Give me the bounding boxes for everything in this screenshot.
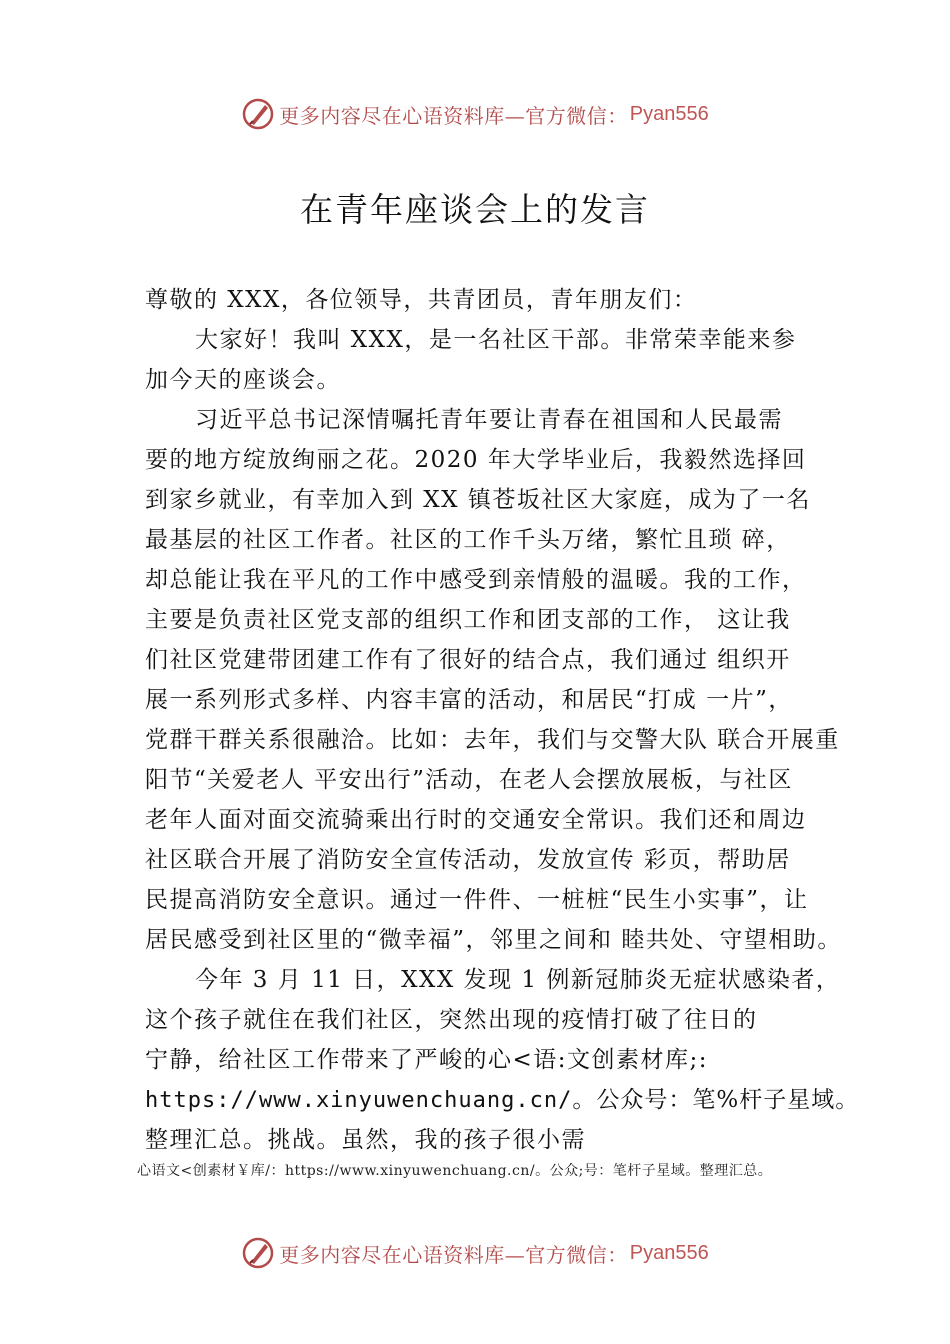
body-line: 主要是负责社区党支部的组织工作和团支部的工作， 这让我 — [145, 607, 791, 633]
body-line: 民提高消防安全意识。通过一件件、一桩桩“民生小实事”，让 — [145, 887, 809, 913]
body-line: 大家好！我叫 XXX，是一名社区干部。非常荣幸能来参 — [195, 327, 797, 353]
body-line: 这个孩子就住在我们社区，突然出现的疫情打破了往日的 — [145, 1007, 758, 1033]
header-watermark-banner — [0, 92, 950, 136]
quill-logo-icon — [241, 1236, 275, 1270]
body-line: 要的地方绽放绚丽之花。2020 年大学毕业后，我毅然选择回 — [145, 447, 807, 473]
body-line: 却总能让我在平凡的工作中感受到亲情般的温暖。我的工作， — [145, 567, 807, 593]
body-line: 居民感受到社区里的“微幸福”，邻里之间和 睦共处、守望相助。 — [145, 927, 842, 953]
body-line: 习近平总书记深情嘱托青年要让青春在祖国和人民最需 — [195, 407, 783, 433]
body-line: 阳节“关爱老人 平安出行”活动，在老人会摆放展板，与社区 — [145, 767, 793, 793]
page-title: 在青年座谈会上的发言 — [300, 190, 650, 229]
body-line: 们社区党建带团建工作有了很好的结合点，我们通过 组织开 — [145, 647, 791, 673]
body-line: 党群干群关系很融洽。比如：去年，我们与交警大队 联合开展重 — [145, 727, 840, 753]
banner-text: 更多内容尽在心语资料库—官方微信： — [279, 1242, 628, 1267]
url-line — [145, 1080, 860, 1120]
body-line: 最基层的社区工作者。社区的工作千头万绪，繁忙且琐 碎， — [145, 527, 791, 553]
banner-wechat-handle: Pyan556 — [629, 102, 709, 125]
body-line: 展一系列形式多样、内容丰富的活动，和居民“打成 一片”， — [145, 687, 793, 713]
speech-body — [145, 280, 860, 1160]
salutation-line: 尊敬的 XXX，各位领导，共青团员，青年朋友们： — [145, 287, 698, 313]
body-line: 到家乡就业，有幸加入到 XX 镇苍坂社区大家庭，成为了一名 — [145, 487, 811, 513]
body-line: 社区联合开展了消防安全宣传活动，发放宣传 彩页，帮助居 — [145, 847, 791, 873]
body-line: 整理汇总。挑战。虽然，我的孩子很小需 — [145, 1127, 586, 1153]
body-line: 老年人面对面交流骑乘出行时的交通安全常识。我们还和周边 — [145, 807, 807, 833]
footnote: 心语文<创素材￥库/：https://www.xinyuwenchuang.cn/。公众;号：笔杆子星域。整理汇总。 — [137, 1163, 773, 1179]
body-line: 加今天的座谈会。 — [145, 367, 341, 393]
footer-watermark-banner — [0, 1231, 950, 1275]
url-line-rest: 。公众号：笔%杆子星域。 — [572, 1087, 860, 1113]
banner-text: 更多内容尽在心语资料库—官方微信： — [279, 103, 628, 128]
quill-logo-icon — [241, 97, 275, 131]
body-line: 宁静，给社区工作带来了严峻的心<语:文创素材库;: — [145, 1047, 709, 1073]
banner-wechat-handle: Pyan556 — [629, 1241, 709, 1264]
inline-url: https://www.xinyuwenchuang.cn/ — [145, 1088, 573, 1113]
body-line: 今年 3 月 11 日，XXX 发现 1 例新冠肺炎无症状感染者， — [195, 967, 841, 993]
